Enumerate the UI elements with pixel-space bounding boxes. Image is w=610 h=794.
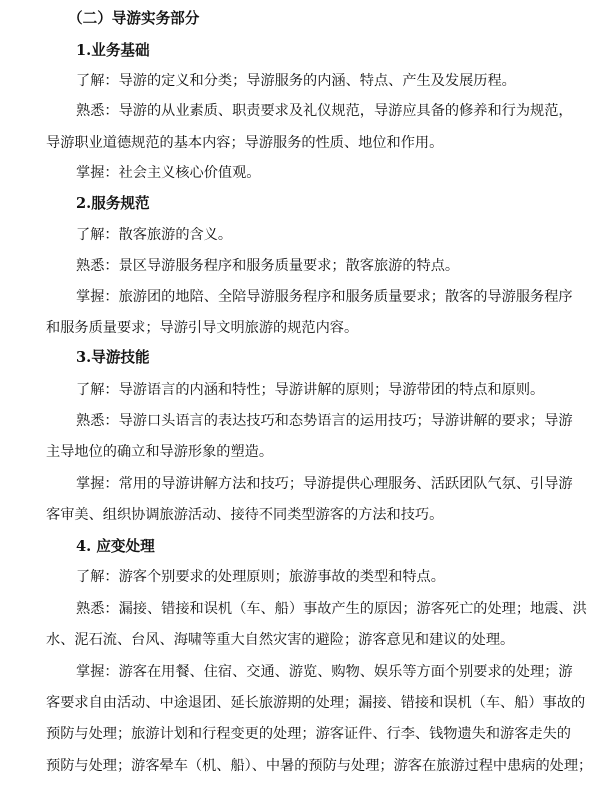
paragraph-master-continued: 客审美、组织协调旅游活动、接待不同类型游客的方法和技巧。 xyxy=(46,507,444,523)
paragraph-master: 掌握：游客在用餐、住宿、交通、游览、购物、娱乐等方面个别要求的处理；游 xyxy=(76,664,573,680)
paragraph-familiar: 熟悉：景区导游服务程序和服务质量要求；散客旅游的特点。 xyxy=(76,258,460,274)
heading-business-basics: 1.业务基础 xyxy=(76,42,150,59)
paragraph-understand: 了解：散客旅游的含义。 xyxy=(76,227,233,243)
paragraph-master-continued: 预防与处理；游客晕车（机、船）、中暑的预防与处理；游客在旅游过程中患病的处理； xyxy=(46,758,593,774)
heading-contingency-handling: 4. 应变处理 xyxy=(76,538,155,555)
paragraph-understand: 了解：游客个别要求的处理原则；旅游事故的类型和特点。 xyxy=(76,569,445,585)
paragraph-understand: 了解：导游语言的内涵和特性；导游讲解的原则；导游带团的特点和原则。 xyxy=(76,382,545,398)
paragraph-familiar: 熟悉：导游口头语言的表达技巧和态势语言的运用技巧；导游讲解的要求；导游 xyxy=(76,413,573,429)
paragraph-familiar-continued: 导游职业道德规范的基本内容；导游服务的性质、地位和作用。 xyxy=(46,135,444,151)
heading-guiding-skills: 3.导游技能 xyxy=(76,349,150,366)
paragraph-familiar-continued: 水、泥石流、台风、海啸等重大自然灾害的避险；游客意见和建议的处理。 xyxy=(46,632,515,648)
paragraph-familiar: 熟悉：导游的从业素质、职责要求及礼仪规范，导游应具备的修养和行为规范， xyxy=(76,103,573,119)
heading-service-standards: 2.服务规范 xyxy=(76,195,150,212)
paragraph-master-continued: 客要求自由活动、中途退团、延长旅游期的处理；漏接、错接和误机（车、船）事故的 xyxy=(46,695,586,711)
paragraph-master-continued: 预防与处理；旅游计划和行程变更的处理；游客证件、行李、钱物遗失和游客走失的 xyxy=(46,726,571,742)
paragraph-familiar: 熟悉：漏接、错接和误机（车、船）事故产生的原因；游客死亡的处理；地震、洪 xyxy=(76,601,587,617)
paragraph-master: 掌握：常用的导游讲解方法和技巧；导游提供心理服务、活跃团队气氛、引导游 xyxy=(76,476,573,492)
paragraph-master: 掌握：旅游团的地陪、全陪导游服务程序和服务质量要求；散客的导游服务程序 xyxy=(76,289,573,305)
paragraph-master: 掌握：社会主义核心价值观。 xyxy=(76,165,261,181)
paragraph-familiar-continued: 主导地位的确立和导游形象的塑造。 xyxy=(46,444,274,460)
paragraph-understand: 了解：导游的定义和分类；导游服务的内涵、特点、产生及发展历程。 xyxy=(76,73,516,89)
section-title: （二）导游实务部分 xyxy=(68,10,200,27)
paragraph-master-continued: 和服务质量要求；导游引导文明旅游的规范内容。 xyxy=(46,320,359,336)
